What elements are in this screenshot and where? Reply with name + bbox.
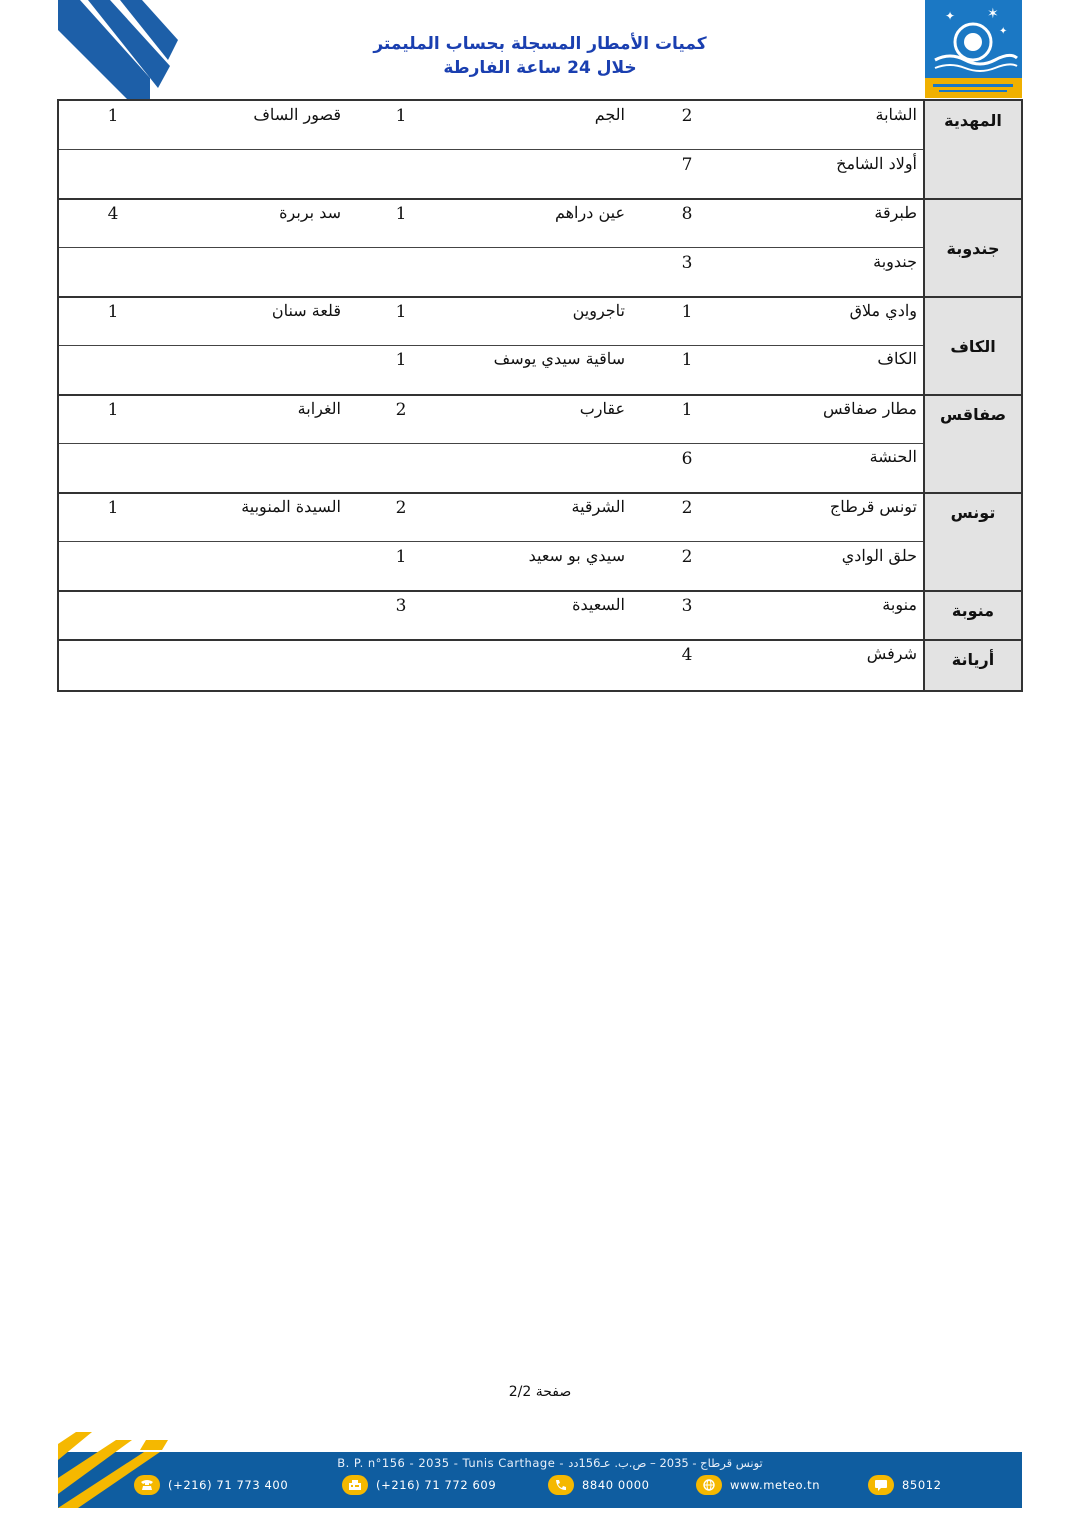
rainfall-value: 4 [107, 204, 119, 224]
decorative-stripes [58, 0, 178, 100]
hotline-icon [548, 1475, 574, 1495]
hotline-number: 8840 0000 [582, 1478, 650, 1492]
divider [59, 492, 923, 494]
contact-website[interactable] [696, 1475, 820, 1495]
station-name: حلق الوادي [841, 546, 917, 565]
inm-logo-icon [925, 0, 1022, 98]
divider [59, 394, 923, 396]
station-name: أولاد الشامخ [836, 154, 917, 173]
governorate-cell: تونس [923, 493, 1021, 591]
divider [923, 590, 1021, 592]
rainfall-value: 1 [107, 302, 119, 322]
divider [923, 639, 1021, 641]
website-link[interactable]: www.meteo.tn [730, 1478, 821, 1492]
station-name: شرفش [866, 644, 917, 663]
station-name: ساقية سيدي يوسف [493, 349, 625, 368]
rainfall-value: 7 [681, 155, 693, 175]
station-name: السعيدة [572, 595, 625, 614]
rainfall-value: 2 [395, 498, 407, 518]
divider [59, 149, 923, 150]
rainfall-value: 1 [107, 400, 119, 420]
governorate-cell: أريانة [923, 640, 1021, 690]
svg-text:✦: ✦ [945, 9, 956, 23]
contact-fax [342, 1475, 496, 1495]
station-name: الشابة [875, 105, 917, 124]
divider [59, 541, 923, 542]
divider [923, 492, 1021, 494]
rainfall-value: 2 [681, 498, 693, 518]
rainfall-value: 1 [107, 498, 119, 518]
station-name: جندوبة [873, 252, 917, 271]
divider [923, 198, 1021, 200]
station-name: سد بربرة [279, 203, 341, 222]
station-name: الغرابة [297, 399, 341, 418]
divider [59, 247, 923, 248]
divider [923, 394, 1021, 396]
governorate-cell: المهدية [923, 101, 1021, 199]
rainfall-value: 4 [681, 645, 693, 665]
rainfall-table [57, 99, 1023, 692]
rainfall-value: 3 [681, 596, 693, 616]
divider [59, 198, 923, 200]
station-name: السيدة المنوبية [241, 497, 341, 516]
station-name: وادي ملاق [849, 301, 917, 320]
rainfall-value: 1 [395, 350, 407, 370]
station-name: تاجروين [572, 301, 625, 320]
rainfall-value: 3 [681, 253, 693, 273]
divider [59, 443, 923, 444]
svg-text:✶: ✶ [987, 6, 999, 22]
divider [59, 296, 923, 298]
rainfall-value: 1 [395, 204, 407, 224]
governorate-cell: الكاف [923, 297, 1021, 395]
station-name: منوبة [882, 595, 917, 614]
rainfall-value: 2 [681, 547, 693, 567]
contact-sms [868, 1475, 942, 1495]
rainfall-value: 1 [395, 302, 407, 322]
station-name: الجم [594, 105, 625, 124]
rainfall-value: 1 [107, 106, 119, 126]
phone-number: (+216) 71 773 400 [168, 1478, 289, 1492]
rainfall-value: 1 [395, 106, 407, 126]
station-name: الحنشة [869, 447, 917, 466]
station-name: الكاف [877, 349, 917, 368]
station-name: مطار صفاقس [823, 399, 917, 418]
divider [923, 296, 1021, 298]
sms-icon [868, 1475, 894, 1495]
rainfall-value: 1 [681, 302, 693, 322]
divider [59, 639, 923, 641]
rainfall-value: 1 [395, 547, 407, 567]
divider [59, 590, 923, 592]
rainfall-value: 6 [681, 449, 693, 469]
station-name: عين دراهم [554, 203, 625, 222]
divider [59, 345, 923, 346]
station-name: عقارب [579, 399, 625, 418]
station-name: سيدي بو سعيد [528, 546, 625, 565]
station-name: قلعة سنان [271, 301, 341, 320]
decorative-stripes [58, 1432, 168, 1508]
rainfall-value: 1 [681, 350, 693, 370]
governorate-cell: جندوبة [923, 199, 1021, 297]
governorate-cell: صفاقس [923, 395, 1021, 493]
contact-phone [134, 1475, 288, 1495]
rainfall-value: 1 [681, 400, 693, 420]
governorate-cell: منوبة [923, 591, 1021, 640]
web-icon [696, 1475, 722, 1495]
document-subtitle: خلال 24 ساعة الفارطة [443, 58, 637, 78]
rainfall-value: 8 [681, 204, 693, 224]
document-title: كميات الأمطار المسجلة بحساب المليمتر [373, 34, 707, 54]
svg-text:✦: ✦ [999, 26, 1008, 37]
sms-number: 85012 [902, 1478, 942, 1492]
station-name: الشرقية [571, 497, 625, 516]
footer-address: B. P. n°156 - 2035 - Tunis Carthage - تونس قرطاج - 2035 – ص.ب. عـ156دد [337, 1456, 763, 1470]
station-name: قصور الساف [253, 105, 341, 124]
page-number: صفحة 2/2 [508, 1384, 572, 1400]
station-name: تونس قرطاج [829, 497, 917, 516]
phone-icon [134, 1475, 160, 1495]
rainfall-value: 2 [395, 400, 407, 420]
rainfall-value: 2 [681, 106, 693, 126]
station-name: طبرقة [874, 203, 917, 222]
fax-number: (+216) 71 772 609 [376, 1478, 497, 1492]
contact-hotline [548, 1475, 650, 1495]
rainfall-value: 3 [395, 596, 407, 616]
fax-icon [342, 1475, 368, 1495]
